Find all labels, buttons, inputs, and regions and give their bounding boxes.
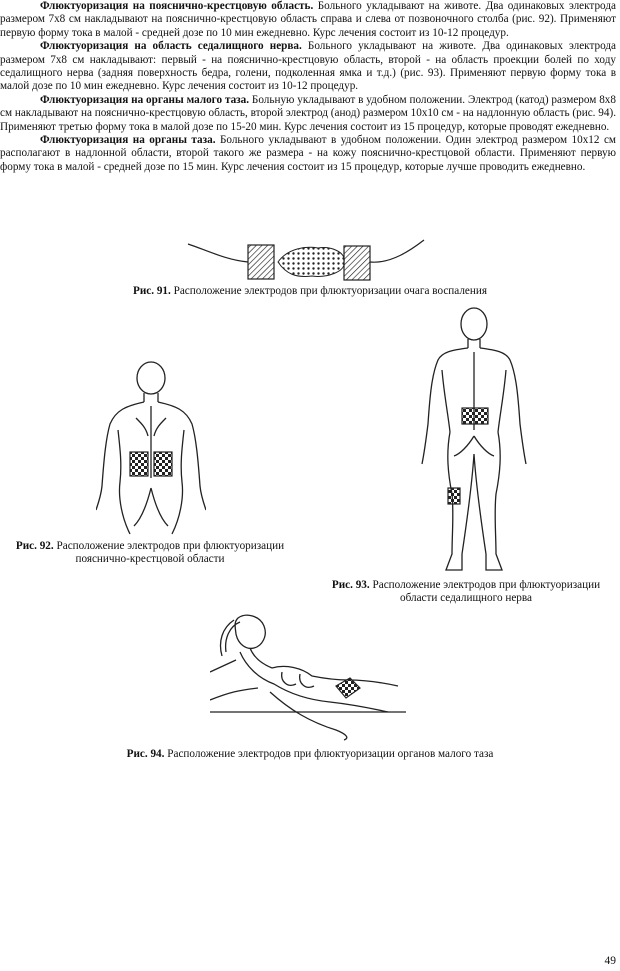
paragraph-pelvis	[0, 134, 616, 174]
page-number: 49	[604, 955, 616, 967]
figure-94-illustration	[210, 612, 406, 744]
paragraph-text: Больного укладывают на животе. Два одинаковых электрода размером 7х8 см накладывают: первый - на пояснично-крестцовую область, второй - на область проекции болей по ходу седалищного нерва (задняя поверхность бедра, голени, подколенная ямка и т.д.) (рис. 93). Применяют первую форму тока в малой дозе по 10 мин ежедневно. Курс лечения состоит из 10-12 процедур.	[0, 40, 616, 93]
paragraph-lumbosacral	[0, 0, 616, 40]
paragraph-heading: Флюктуоризация на пояснично-крестцовую область.	[40, 0, 314, 12]
paragraph-sciatic	[0, 40, 616, 94]
figure-92-illustration	[96, 358, 206, 538]
figure-92-caption: Рис. 92. Расположение электродов при флюктуоризации пояснично-крестцовой области	[15, 540, 285, 566]
figure-93-caption: Рис. 93. Расположение электродов при флюктуоризации области седалищного нерва	[331, 579, 601, 605]
paragraph-text: Больную укладывают в удобном положении. Электрод (катод) размером 8х8 см накладывают на пояснично-крестцовую область, второй электрод (анод) размером 10х10 см - на надлонную область (рис. 94). Применяют третью форму тока в малой дозе по 15-20 мин. Курс лечения состоит из 15 процедур, которые проводят ежедневно.	[0, 93, 616, 133]
figure-91-caption: Рис. 91. Расположение электродов при флюктуоризации очага воспаления	[132, 285, 488, 297]
paragraph-small-pelvis	[0, 94, 616, 134]
paragraph-heading: Флюктуоризация на область седалищного нерва.	[40, 40, 302, 53]
paragraph-heading: Флюктуоризация на органы малого таза.	[40, 93, 250, 106]
paragraph-heading: Флюктуоризация на органы таза.	[40, 134, 216, 147]
paragraph-text: Больного укладывают на животе. Два одинаковых электрода размером 7х8 см накладывают на пояснично-крестцовую область справа и слева от позвоночного столба (рис. 92). Применяют первую форму тока в малой - средней дозе по 10 мин ежедневно. Курс лечения состоит из 10-12 процедур.	[0, 0, 616, 39]
figure-93-illustration	[418, 304, 528, 576]
body-text	[0, 0, 616, 174]
figure-91-illustration	[186, 236, 426, 284]
paragraph-text: Больного укладывают в удобном положении. Один электрод размером 10х12 см располагают в надлонной области, второй такого же размера - на кожу пояснично-крестцовой области. Применяют первую форму тока в малой - средней дозе по 15 мин. Курс лечения состоит из 15 процедур, которые лучше проводить ежедневно.	[0, 134, 616, 173]
figure-94-caption: Рис. 94. Расположение электродов при флюктуоризации органов малого таза	[126, 748, 494, 760]
